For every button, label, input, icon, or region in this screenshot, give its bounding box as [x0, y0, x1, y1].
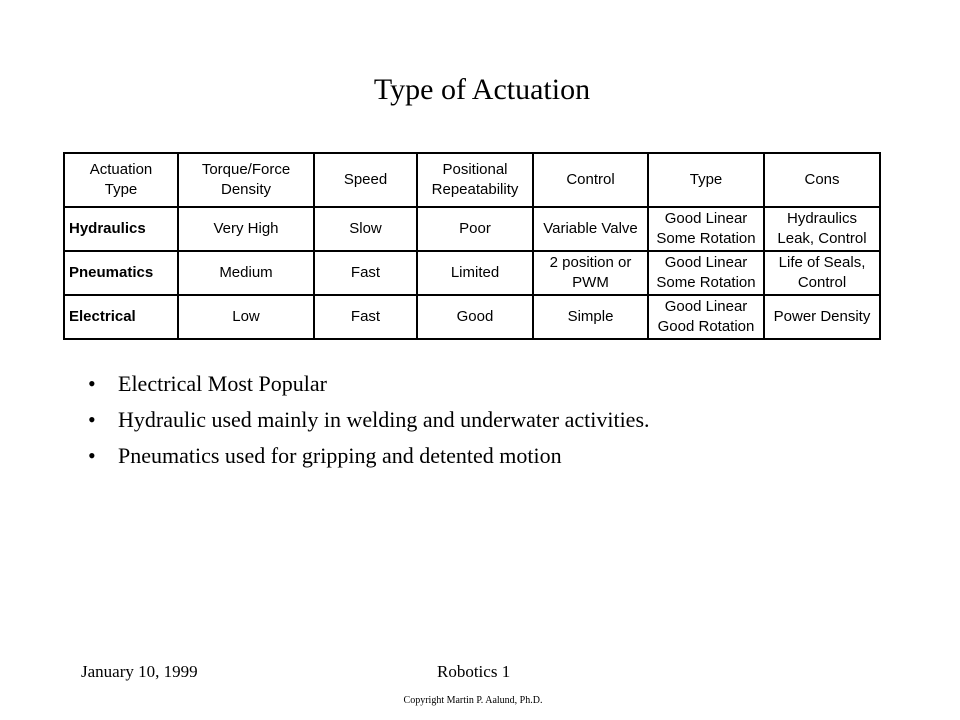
bullet-icon: •	[88, 407, 96, 432]
bullet-icon: •	[88, 371, 96, 396]
row-label-hydraulics: Hydraulics	[64, 207, 178, 251]
row-label-electrical: Electrical	[64, 295, 178, 339]
table-cell: Fast	[314, 295, 417, 339]
bullet-text: Electrical Most Popular	[118, 371, 327, 396]
footer-date: January 10, 1999	[81, 662, 198, 681]
header-torque-force-density: Torque/Force Density	[178, 153, 314, 207]
table-cell: Medium	[178, 251, 314, 295]
table-cell: Low	[178, 295, 314, 339]
header-control: Control	[533, 153, 648, 207]
bullet-icon: •	[88, 443, 96, 468]
bullet-text: Hydraulic used mainly in welding and underwater activities.	[118, 407, 650, 432]
table-row	[64, 295, 880, 339]
table-cell: Simple	[533, 295, 648, 339]
row-label-pneumatics: Pneumatics	[64, 251, 178, 295]
list-item	[88, 366, 650, 402]
bullet-list	[88, 366, 650, 474]
table-cell: Power Density	[764, 295, 880, 339]
table-cell: Variable Valve	[533, 207, 648, 251]
table-cell: 2 position or PWM	[533, 251, 648, 295]
footer-course: Robotics 1	[437, 662, 511, 681]
bullet-text: Pneumatics used for gripping and detented motion	[118, 443, 562, 468]
header-actuation-type: Actuation Type	[64, 153, 178, 207]
header-speed: Speed	[314, 153, 417, 207]
table-cell: Life of Seals, Control	[764, 251, 880, 295]
header-cons: Cons	[764, 153, 880, 207]
table-header-row	[64, 153, 880, 207]
table-cell: Hydraulics Leak, Control	[764, 207, 880, 251]
header-positional-repeatability: Positional Repeatability	[417, 153, 533, 207]
list-item	[88, 438, 650, 474]
table-cell: Good	[417, 295, 533, 339]
actuation-table	[63, 152, 881, 340]
table-cell: Poor	[417, 207, 533, 251]
table-cell: Very High	[178, 207, 314, 251]
header-type: Type	[648, 153, 764, 207]
table-cell: Good Linear Some Rotation	[648, 207, 764, 251]
table-cell: Fast	[314, 251, 417, 295]
copyright-notice: Copyright Martin P. Aalund, Ph.D.	[403, 695, 543, 706]
table-cell: Good Linear Good Rotation	[648, 295, 764, 339]
table-cell: Good Linear Some Rotation	[648, 251, 764, 295]
table-row	[64, 251, 880, 295]
slide-title: Type of Actuation	[373, 73, 591, 106]
actuation-table-container	[63, 152, 881, 340]
list-item	[88, 402, 650, 438]
table-cell: Limited	[417, 251, 533, 295]
table-cell: Slow	[314, 207, 417, 251]
table-row	[64, 207, 880, 251]
